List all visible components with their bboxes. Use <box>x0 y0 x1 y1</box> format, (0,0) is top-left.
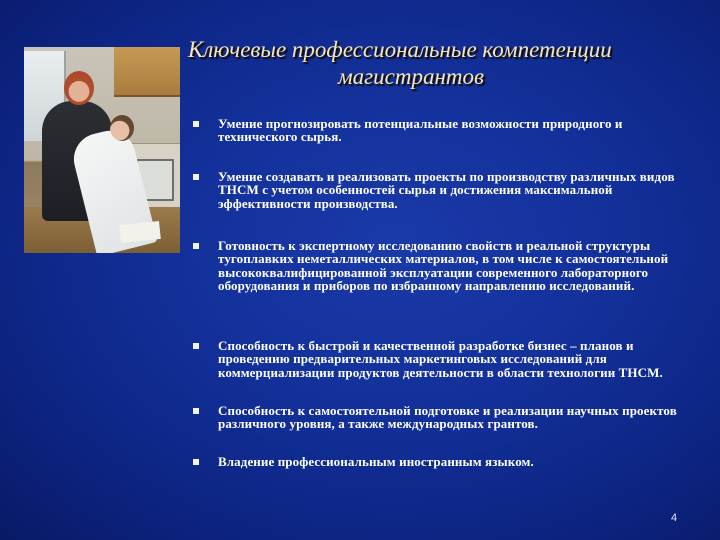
photo-person-standing-head <box>64 71 94 105</box>
square-bullet-icon <box>193 121 199 127</box>
slide-title <box>188 36 720 90</box>
list-item-text: Умение прогнозировать потенциальные возможности природного и технического сырья. <box>218 116 623 145</box>
square-bullet-icon <box>193 174 199 180</box>
page-number: 4 <box>670 512 678 524</box>
slide-title-line1: Ключевые профессиональные компетенции <box>188 37 612 62</box>
list-item-text: Готовность к экспертному исследованию свойств и реальной структуры тугоплавких неметаллических материалов, в том числе к самостоятельной высококвалифицированной эксплуатации современного лабораторного оборудования и приборов по избранному направлению исследований. <box>218 238 669 294</box>
square-bullet-icon <box>193 459 199 465</box>
square-bullet-icon <box>193 343 199 349</box>
list-item-text: Способность к быстрой и качественной разработке бизнес – планов и проведению предварительных маркетинговых исследований для коммерциализации продуктов деятельности в области технологии ТНСМ. <box>218 338 663 380</box>
photo-person-writing-head <box>110 115 134 141</box>
square-bullet-icon <box>193 408 199 414</box>
photo-cabinet <box>114 47 180 97</box>
list-item-text: Умение создавать и реализовать проекты по производству различных видов ТНСМ с учетом особенностей сырья и достижения максимальной эффективности производства. <box>218 169 675 211</box>
list-item-text: Способность к самостоятельной подготовке и реализации научных проектов различного уровня, а также международных грантов. <box>218 403 677 432</box>
square-bullet-icon <box>193 243 199 249</box>
slide-title-line2: магистрантов <box>338 64 484 89</box>
list-item-text: Владение профессиональным иностранным языком. <box>218 454 534 469</box>
lab-photo <box>24 47 180 253</box>
